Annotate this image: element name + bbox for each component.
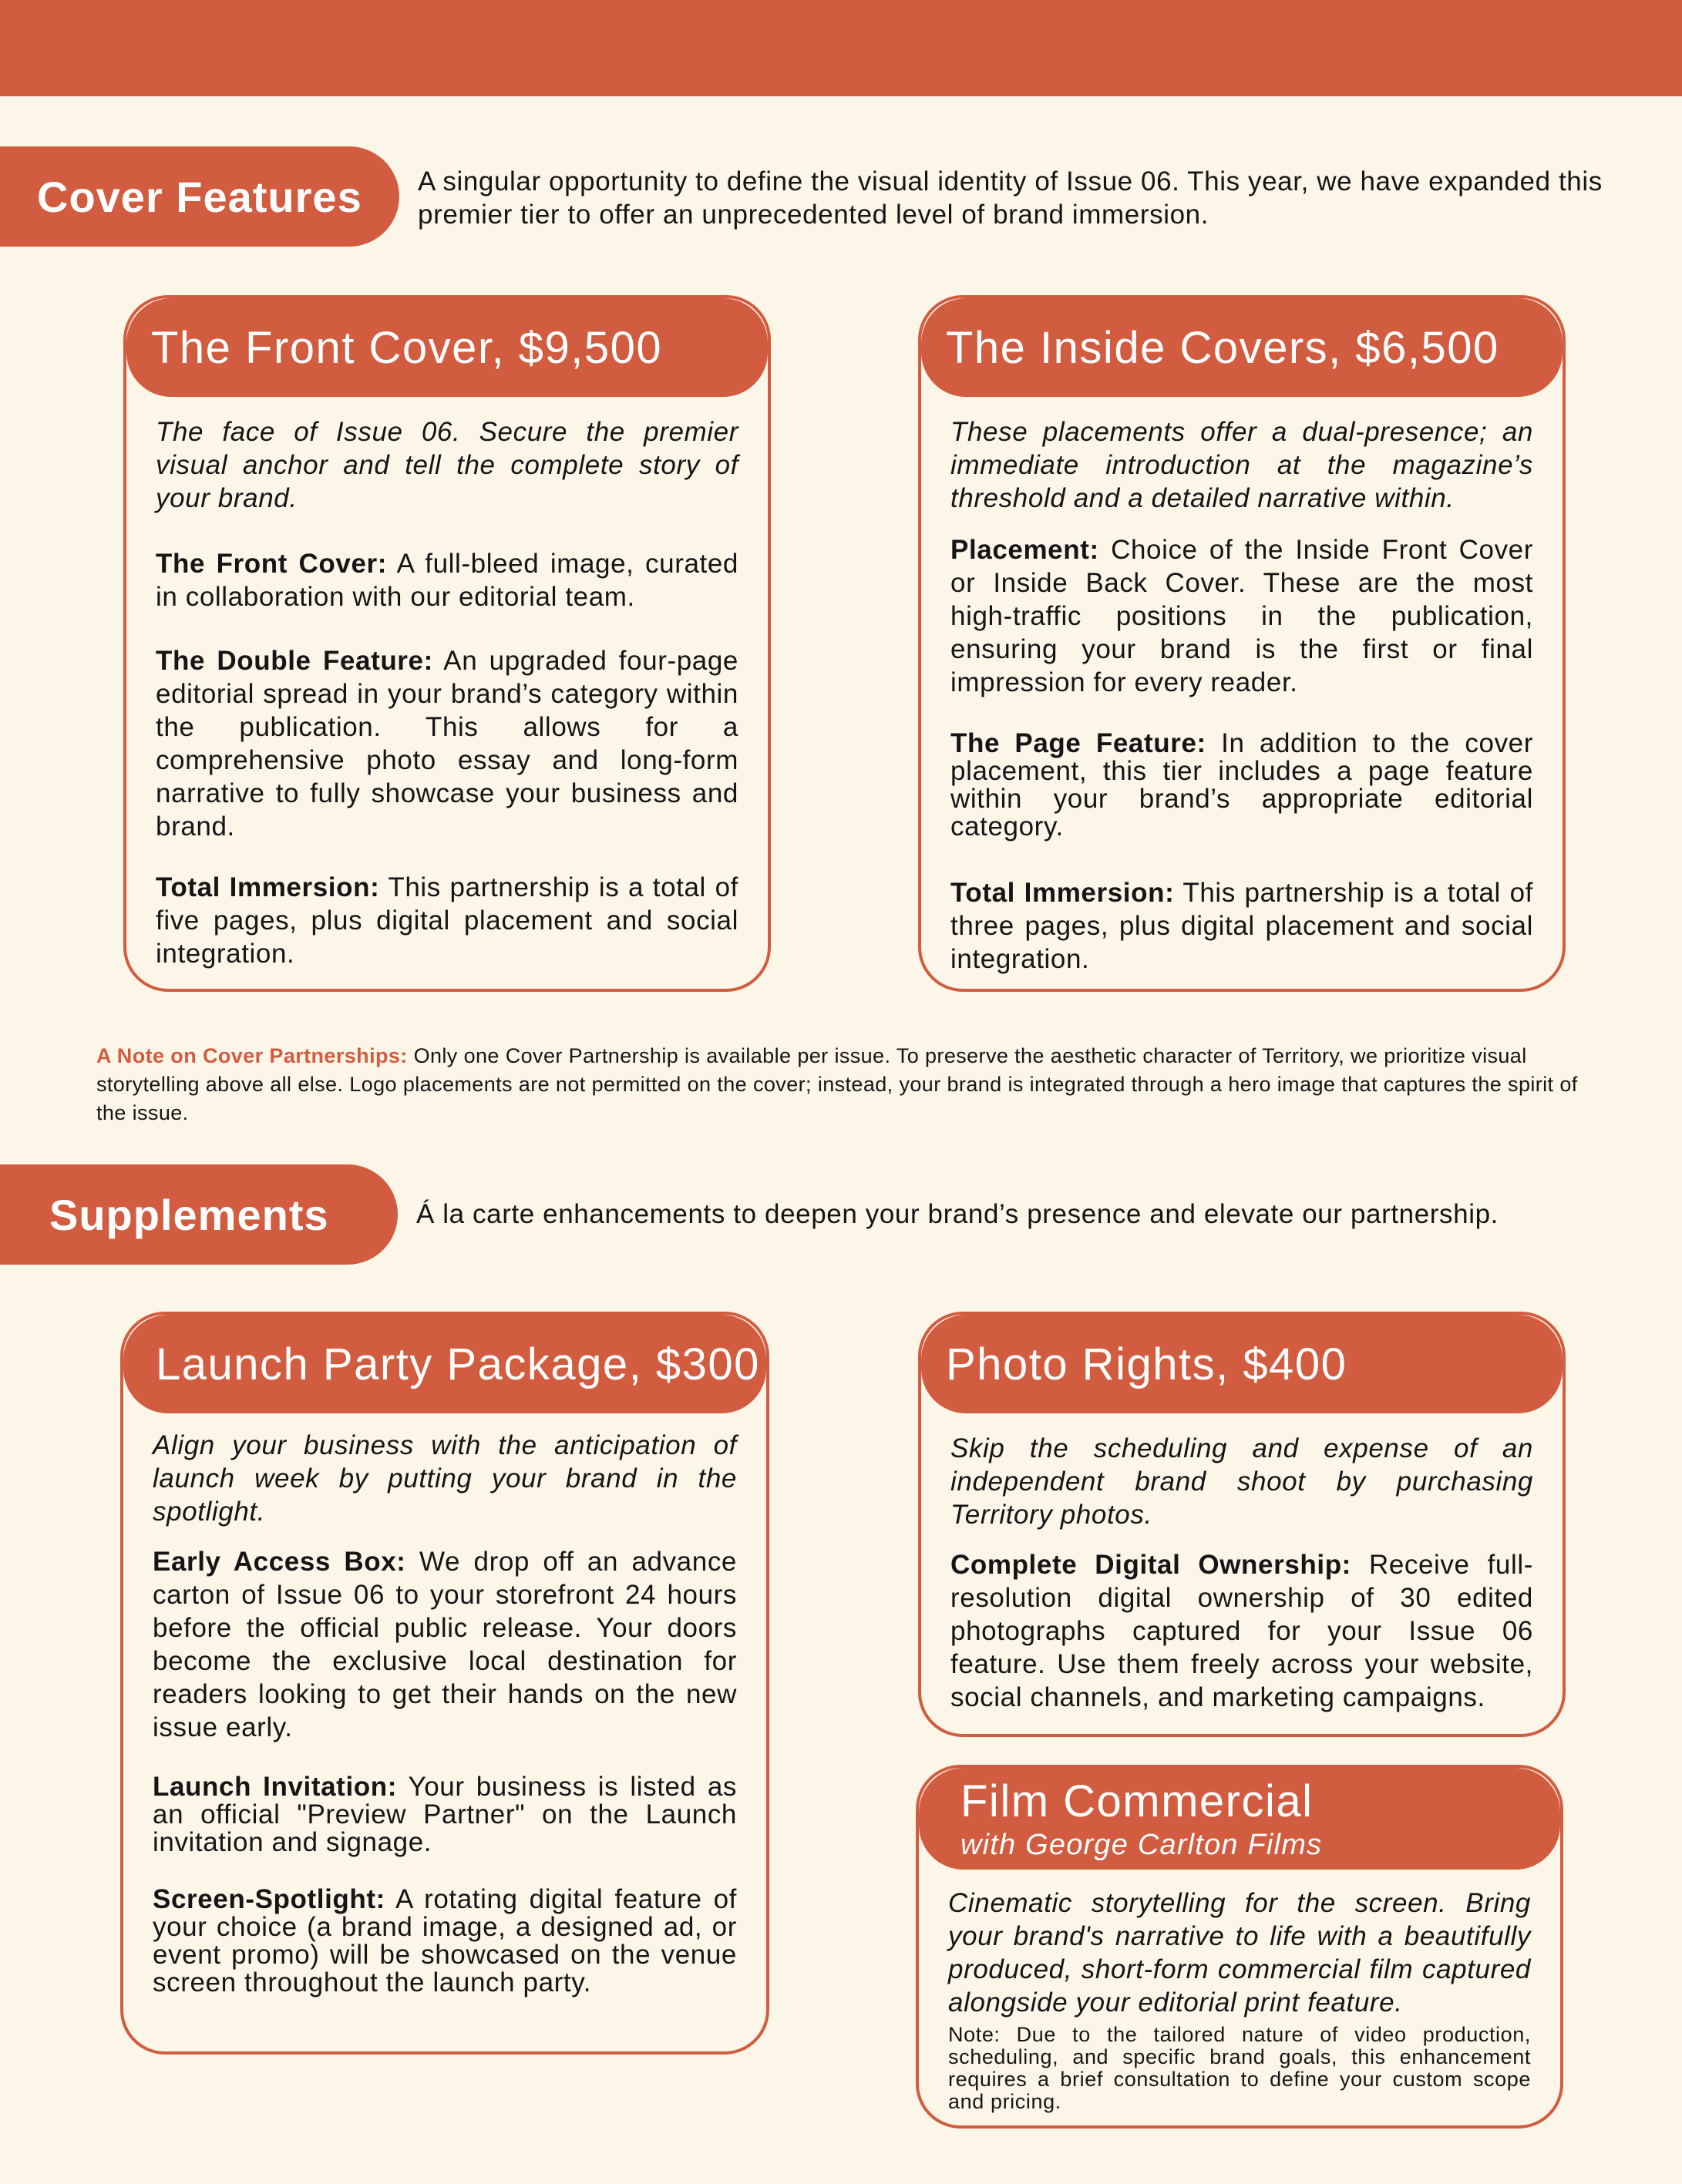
feature-text: Your business is listed as an official "Preview Partner" on the Launch invitation and signage. [153,1772,737,1857]
feature-text: We drop off an advance carton of Issue 06 to your storefront 24 hours before the official public release. Your doors become the exclusive local destination for readers looking to get their hands on the new issue early. [153,1547,737,1742]
feature-text: Receive full-resolution digital ownership of 30 edited photographs captured for your Issue 06 feature. Use them freely across your website, social channels, and marketing campaigns. [950,1550,1533,1712]
card-header [921,1315,1563,1413]
card-intro: These placements offer a dual-presence; an immediate introduction at the magazine’s threshold and a detailed narrative within. [950,417,1533,513]
feature-text: Choice of the Inside Front Cover or Inside Back Cover. These are the most high-traffic positions in the publication, ensuring your brand is the first or final impression for every reader. [950,535,1534,697]
feature-item [156,871,738,970]
section-title-supplements [0,1164,398,1265]
feature-item [156,547,738,613]
card-title: Photo Rights, $400 [946,1339,1347,1389]
card-launch-party [120,1312,769,2055]
feature-item [153,1886,737,1997]
feature-label: Total Immersion: [950,878,1175,908]
feature-text: In addition to the cover placement, this tier includes a page feature within your brand’s appropriate editorial category. [950,728,1533,842]
card-note: Note: Due to the tailored nature of video production, scheduling, and specific brand goals, this enhancement requires a brief consultation to define your custom scope and pricing. [948,2023,1531,2113]
card-title: Film Commercial [960,1776,1314,1826]
feature-text: A rotating digital feature of your choice (a brand image, a designed ad, or event promo) will be showcased on the venue screen throughout the launch party. [153,1884,737,1998]
section-description-cover: A singular opportunity to define the visual identity of Issue 06. This year, we have expanded this premier tier to offer an unprecedented level of brand immersion. [418,166,1603,230]
card-header [921,298,1563,397]
feature-text: An upgraded four-page editorial spread in your brand’s category within the publication. This allows for a comprehensive photo essay and long-form narrative to fully showcase your business and brand. [156,646,738,842]
note-text: Only one Cover Partnership is available per issue. To preserve the aesthetic character of Territory, we prioritize visual storytelling above all else. Logo placements are not permitted on the cover; instead, your brand is integrated through a hero image that captures the spirit of the issue. [96,1044,1578,1124]
feature-label: Early Access Box: [153,1547,406,1577]
card-inside-covers [918,295,1566,992]
feature-item [153,1773,737,1856]
card-header [126,298,768,397]
feature-label: Placement: [950,535,1099,565]
card-title: The Front Cover, $9,500 [151,322,663,373]
section-title-label: Cover Features [37,172,362,221]
feature-item [950,876,1533,976]
card-header [123,1315,766,1413]
cover-partnership-note [96,1042,1592,1127]
feature-label: The Front Cover: [156,549,388,579]
feature-text: This partnership is a total of five pages, plus digital placement and social integration. [156,872,738,969]
feature-item [950,1548,1533,1714]
card-title: Launch Party Package, $300 [156,1339,760,1389]
card-title: The Inside Covers, $6,500 [946,322,1499,373]
feature-label: Screen-Spotlight: [153,1884,385,1914]
card-photo-rights [918,1312,1566,1737]
feature-label: Total Immersion: [156,872,380,902]
feature-text: This partnership is a total of three pages, plus digital placement and social integration. [950,878,1533,974]
feature-item [156,644,738,843]
card-film-commercial [916,1765,1563,2129]
section-title-cover-features [0,146,399,247]
feature-label: Launch Invitation: [153,1772,397,1802]
feature-item [950,533,1533,699]
feature-label: The Double Feature: [156,646,433,676]
feature-text: A full-bleed image, curated in collaboration with our editorial team. [156,549,738,612]
feature-label: The Page Feature: [950,728,1206,758]
section-title-label: Supplements [49,1190,329,1239]
card-intro: Cinematic storytelling for the screen. Bring your brand's narrative to life with a beautifully produced, short-form commercial film captured alongside your editorial print feature. [948,1888,1531,2018]
note-label: A Note on Cover Partnerships: [96,1044,408,1067]
feature-item [153,1545,737,1744]
feature-label: Complete Digital Ownership: [950,1550,1351,1580]
card-header [919,1768,1560,1870]
card-subtitle: with George Carlton Films [960,1829,1323,1861]
feature-item [950,730,1533,841]
card-intro: The face of Issue 06. Secure the premier visual anchor and tell the complete story of your brand. [156,417,738,513]
top-banner [0,0,1682,96]
card-intro: Skip the scheduling and expense of an independent brand shoot by purchasing Territory photos. [950,1433,1533,1530]
section-description-supplements: Á la carte enhancements to deepen your brand’s presence and elevate our partnership. [416,1199,1499,1229]
card-front-cover [123,295,771,992]
card-intro: Align your business with the anticipation of launch week by putting your brand in the spotlight. [153,1430,737,1527]
